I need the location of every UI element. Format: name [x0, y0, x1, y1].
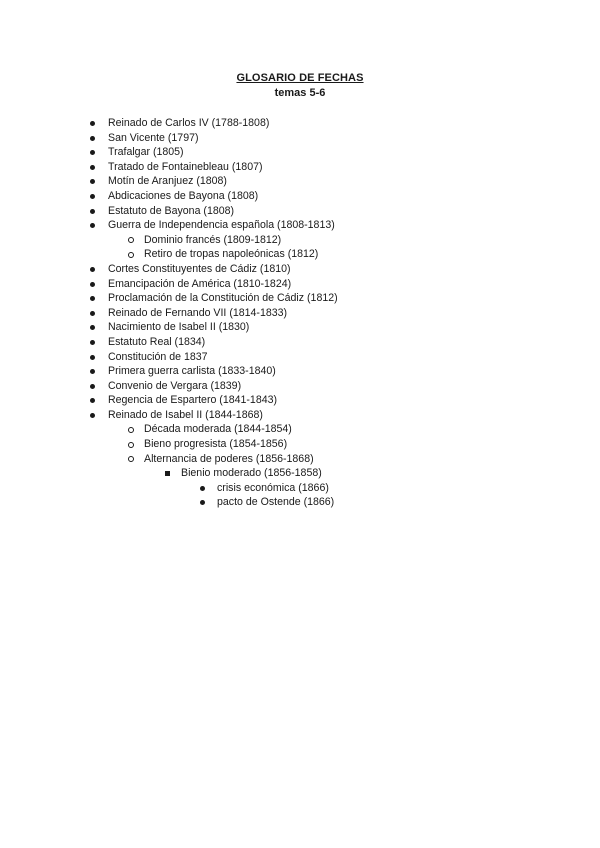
disc-bullet-icon: [90, 325, 95, 330]
list-item-text: Dominio francés (1809-1812): [144, 233, 282, 246]
list-item-text: Abdicaciones de Bayona (1808): [108, 189, 259, 202]
list-item: [0, 393, 600, 408]
list-item: [0, 116, 600, 131]
disc-bullet-icon: [200, 500, 205, 505]
list-item: [0, 408, 600, 423]
list-item-text: pacto de Ostende (1866): [217, 496, 335, 509]
list-item: [0, 466, 600, 481]
list-item: [0, 189, 600, 204]
list-item: [0, 262, 600, 277]
list-item-text: Guerra de Independencia española (1808-1813): [108, 219, 335, 232]
list-item: [0, 495, 600, 510]
list-item-text: Proclamación de la Constitución de Cádiz (1812): [108, 292, 338, 305]
disc-bullet-icon: [90, 369, 95, 374]
list-item: [0, 452, 600, 467]
list-item-text: Reinado de Isabel II (1844-1868): [108, 408, 263, 421]
disc-bullet-icon: [90, 296, 95, 301]
disc-bullet-icon: [90, 136, 95, 141]
disc-bullet-icon: [90, 384, 95, 389]
disc-bullet-icon: [90, 121, 95, 126]
list-item-text: Emancipación de América (1810-1824): [108, 277, 292, 290]
disc-bullet-icon: [90, 267, 95, 272]
list-item: [0, 145, 600, 160]
list-item-text: Reinado de Carlos IV (1788-1808): [108, 117, 270, 129]
circle-bullet-icon: [128, 252, 134, 258]
list-item-text: Primera guerra carlista (1833-1840): [108, 365, 276, 378]
list-item: [0, 306, 600, 321]
list-item: [0, 160, 600, 175]
list-item: [0, 233, 600, 248]
circle-bullet-icon: [128, 427, 134, 433]
list-item: [0, 320, 600, 335]
list-item-text: Trafalgar (1805): [108, 146, 184, 159]
list-item-text: Década moderada (1844-1854): [144, 423, 292, 436]
list-item: [0, 379, 600, 394]
list-item-text: Alternancia de poderes (1856-1868): [144, 452, 314, 465]
list-item: [0, 277, 600, 292]
disc-bullet-icon: [90, 340, 95, 345]
list-item: [0, 481, 600, 496]
disc-bullet-icon: [90, 223, 95, 228]
list-item-text: Reinado de Fernando VII (1814-1833): [108, 306, 288, 319]
disc-bullet-icon: [90, 282, 95, 287]
list-item: [0, 174, 600, 189]
document-title: GLOSARIO DE FECHAS: [236, 72, 364, 84]
disc-bullet-icon: [90, 355, 95, 360]
disc-bullet-icon: [90, 209, 95, 214]
disc-bullet-icon: [90, 413, 95, 418]
list-item-text: Estatuto de Bayona (1808): [108, 204, 235, 217]
list-item-text: Bieno progresista (1854-1856): [144, 438, 288, 451]
list-item: [0, 218, 600, 233]
disc-bullet-icon: [90, 165, 95, 170]
disc-bullet-icon: [90, 150, 95, 155]
circle-bullet-icon: [128, 237, 134, 243]
list-item: [0, 335, 600, 350]
list-item: [0, 131, 600, 146]
list-item: [0, 437, 600, 452]
list-item: [0, 350, 600, 365]
list-item-text: Constitución de 1837: [108, 350, 208, 363]
list-item-text: crisis económica (1866): [217, 481, 329, 494]
list-item-text: Cortes Constituyentes de Cádiz (1810): [108, 262, 291, 275]
document-subtitle: temas 5-6: [274, 87, 326, 99]
list-item-text: San Vicente (1797): [108, 131, 199, 144]
disc-bullet-icon: [200, 486, 205, 491]
disc-bullet-icon: [90, 398, 95, 403]
list-item: [0, 204, 600, 219]
square-bullet-icon: [165, 471, 170, 476]
disc-bullet-icon: [90, 194, 95, 199]
circle-bullet-icon: [128, 456, 134, 462]
list-item: [0, 422, 600, 437]
list-item-text: Convenio de Vergara (1839): [108, 379, 242, 392]
disc-bullet-icon: [90, 311, 95, 316]
list-item-text: Bienio moderado (1856-1858): [181, 467, 322, 480]
list-item-text: Regencia de Espartero (1841-1843): [108, 394, 278, 407]
list-item: [0, 291, 600, 306]
disc-bullet-icon: [90, 179, 95, 184]
list-item-text: Estatuto Real (1834): [108, 335, 206, 348]
circle-bullet-icon: [128, 442, 134, 448]
list-item-text: Tratado de Fontainebleau (1807): [108, 160, 263, 173]
list-item-text: Motín de Aranjuez (1808): [108, 175, 227, 188]
list-item: [0, 364, 600, 379]
glossary-list: [0, 116, 600, 510]
list-item-text: Nacimiento de Isabel II (1830): [108, 321, 250, 334]
list-item: [0, 247, 600, 262]
list-item-text: Retiro de tropas napoleónicas (1812): [144, 248, 319, 261]
